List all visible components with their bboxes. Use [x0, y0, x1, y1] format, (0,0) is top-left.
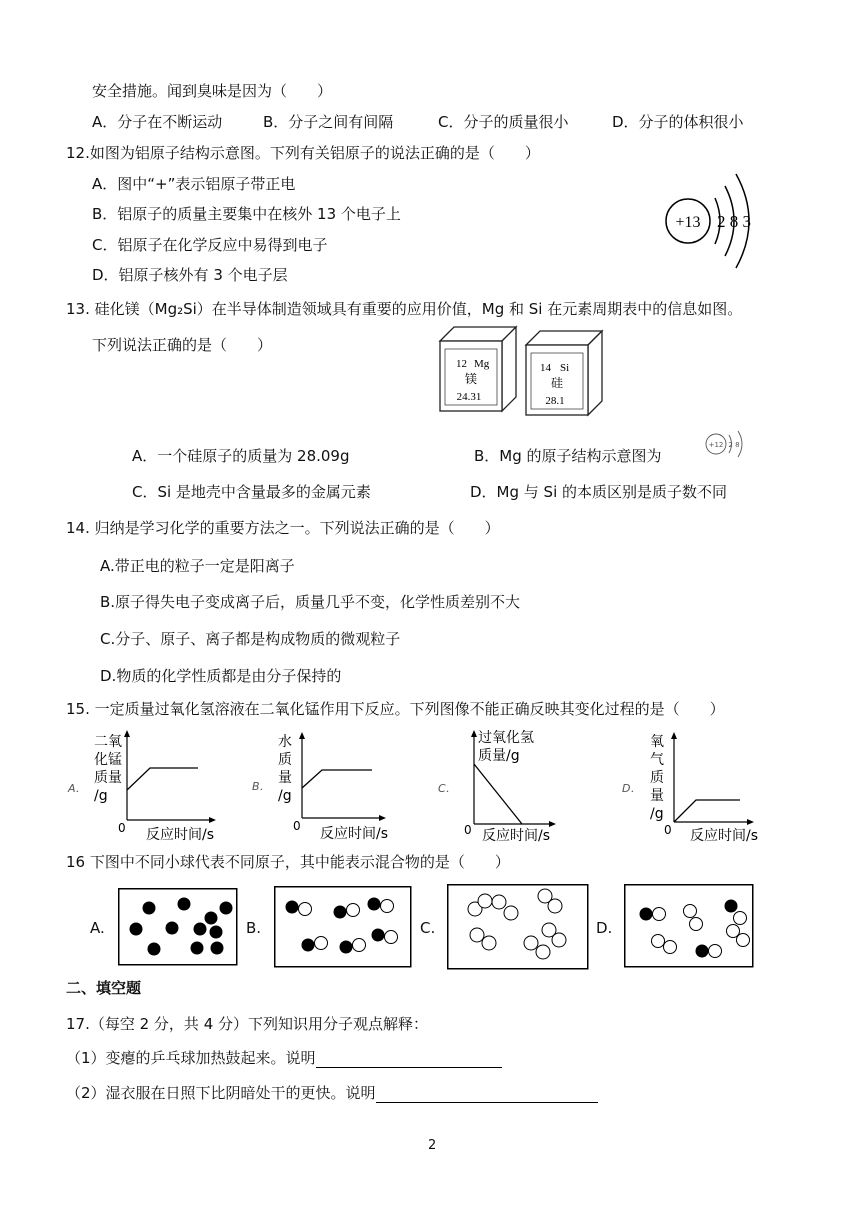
q17-stem: 17.（每空 2 分，共 4 分）下列知识用分子观点解释：: [66, 1015, 429, 1033]
element-cube-mg: [440, 327, 522, 413]
mg-number: 12: [456, 358, 467, 370]
graph-b: [250, 730, 410, 842]
q16-option-a-label: A.: [90, 919, 105, 937]
q12-stem: 12.如图为铝原子结构示意图。下列有关铝原子的说法正确的是（ ）: [66, 144, 540, 162]
graph-a-option: A．: [68, 782, 87, 795]
q17-part1-answer-blank[interactable]: [316, 1051, 502, 1068]
svg-text:质: 质: [650, 770, 664, 786]
svg-text:反应时间/s: 反应时间/s: [690, 828, 759, 844]
particle-box-a: [118, 888, 238, 966]
svg-text:0: 0: [664, 823, 672, 837]
aluminum-atom-diagram: [660, 172, 765, 272]
q11-option-c: C．分子的质量很小: [438, 113, 569, 131]
graph-a: [64, 728, 234, 844]
svg-text:水: 水: [278, 734, 292, 750]
q11-stem: 安全措施。闻到臭味是因为（ ）: [92, 82, 333, 100]
q14-option-b: B.原子得失电子变成离子后，质量几乎不变，化学性质差别不大: [100, 593, 521, 611]
mg-atom-mini-diagram: [702, 432, 754, 466]
q11-option-d: D．分子的体积很小: [612, 113, 744, 131]
element-cube-si: [526, 331, 608, 417]
graph-a-curve: [127, 768, 198, 790]
svg-text:量: 量: [278, 770, 292, 786]
electron-shells-label: 2 8 3: [717, 212, 751, 231]
graph-b-curve: [302, 770, 372, 788]
q14-option-a: A.带正电的粒子一定是阳离子: [100, 557, 295, 575]
nucleus-charge: +13: [675, 214, 701, 231]
graph-d: [620, 730, 768, 844]
q12-option-c: C．铝原子在化学反应中易得到电子: [92, 236, 328, 254]
q14-option-c: C.分子、原子、离子都是构成物质的微观粒子: [100, 630, 401, 648]
particle-box-d: [624, 884, 754, 968]
graph-c-curve: [474, 764, 522, 824]
particle-box-c: [447, 884, 589, 970]
svg-text:质量/g: 质量/g: [478, 748, 520, 764]
svg-text:化锰: 化锰: [94, 752, 122, 768]
svg-text:0: 0: [464, 823, 472, 837]
q16-stem: 16 下图中不同小球代表不同原子，其中能表示混合物的是（ ）: [66, 853, 510, 871]
svg-text:2 8: 2 8: [728, 441, 740, 449]
si-mass: 28.1: [545, 395, 565, 407]
q13-option-d: D．Mg 与 Si 的本质区别是质子数不同: [470, 483, 728, 501]
svg-text:二氧: 二氧: [94, 734, 122, 750]
q13-option-a: A．一个硅原子的质量为 28.09g: [132, 447, 350, 465]
page-number: 2: [428, 1138, 437, 1153]
svg-text:0: 0: [293, 819, 301, 833]
particle-box-b: [274, 886, 412, 968]
graph-c-option: C．: [438, 782, 457, 795]
svg-text:过氧化氢: 过氧化氢: [478, 730, 534, 746]
graph-d-curve: [674, 800, 740, 822]
q17-part1-text: （1）变瘪的乒乓球加热鼓起来。说明: [66, 1049, 316, 1067]
q16-option-c-label: C.: [420, 919, 436, 937]
q14-stem: 14. 归纳是学习化学的重要方法之一。下列说法正确的是（ ）: [66, 519, 500, 537]
q16-option-b-label: B.: [246, 919, 262, 937]
q12-option-a: A．图中“+”表示铝原子带正电: [92, 175, 296, 193]
q17-part2-answer-blank[interactable]: [376, 1086, 598, 1103]
svg-text:反应时间/s: 反应时间/s: [482, 828, 551, 844]
svg-text:/g: /g: [94, 788, 108, 804]
q16-option-d-label: D.: [596, 919, 613, 937]
section-heading-fill-in: 二、填空题: [66, 979, 142, 997]
q13-stem: 13. 硅化镁（Mg₂Si）在半导体制造领域具有重要的应用价值，Mg 和 Si 在元素周期表中的信息如图。: [66, 300, 743, 318]
q12-option-b: B．铝原子的质量主要集中在核外 13 个电子上: [92, 205, 401, 223]
si-name: 硅: [550, 376, 564, 390]
svg-text:氧: 氧: [650, 734, 664, 750]
svg-text:0: 0: [118, 821, 126, 835]
q11-option-b: B．分子之间有间隔: [263, 113, 394, 131]
graph-c: [436, 728, 576, 844]
q17-part2: [66, 1083, 598, 1103]
q13-stem-line2: 下列说法正确的是（ ）: [92, 336, 273, 354]
svg-text:质量: 质量: [94, 770, 122, 786]
q12-option-d: D．铝原子核外有 3 个电子层: [92, 266, 288, 284]
q13-option-c: C．Si 是地壳中含量最多的金属元素: [132, 483, 371, 501]
svg-text:反应时间/s: 反应时间/s: [320, 826, 389, 842]
q11-option-a: A．分子在不断运动: [92, 113, 223, 131]
mg-symbol: Mg: [474, 358, 490, 370]
svg-text:反应时间/s: 反应时间/s: [146, 827, 215, 843]
si-symbol: Si: [560, 362, 570, 374]
si-number: 14: [540, 362, 551, 374]
q14-option-d: D.物质的化学性质都是由分子保持的: [100, 667, 342, 685]
q13-option-b: B．Mg 的原子结构示意图为: [474, 447, 662, 465]
svg-text:+12: +12: [708, 441, 724, 449]
q17-part2-text: （2）湿衣服在日照下比阴暗处干的更快。说明: [66, 1084, 376, 1102]
svg-text:质: 质: [278, 752, 292, 768]
mg-name: 镁: [464, 372, 478, 386]
graph-b-option: B．: [252, 780, 271, 793]
q17-part1: [66, 1048, 502, 1068]
svg-text:/g: /g: [278, 788, 292, 804]
mg-mass: 24.31: [456, 391, 482, 403]
svg-text:量: 量: [650, 788, 664, 804]
q15-stem: 15. 一定质量过氧化氢溶液在二氧化锰作用下反应。下列图像不能正确反映其变化过程的是（ ）: [66, 700, 725, 718]
svg-text:气: 气: [650, 752, 664, 768]
graph-d-option: D．: [622, 782, 642, 795]
svg-text:/g: /g: [650, 806, 664, 822]
